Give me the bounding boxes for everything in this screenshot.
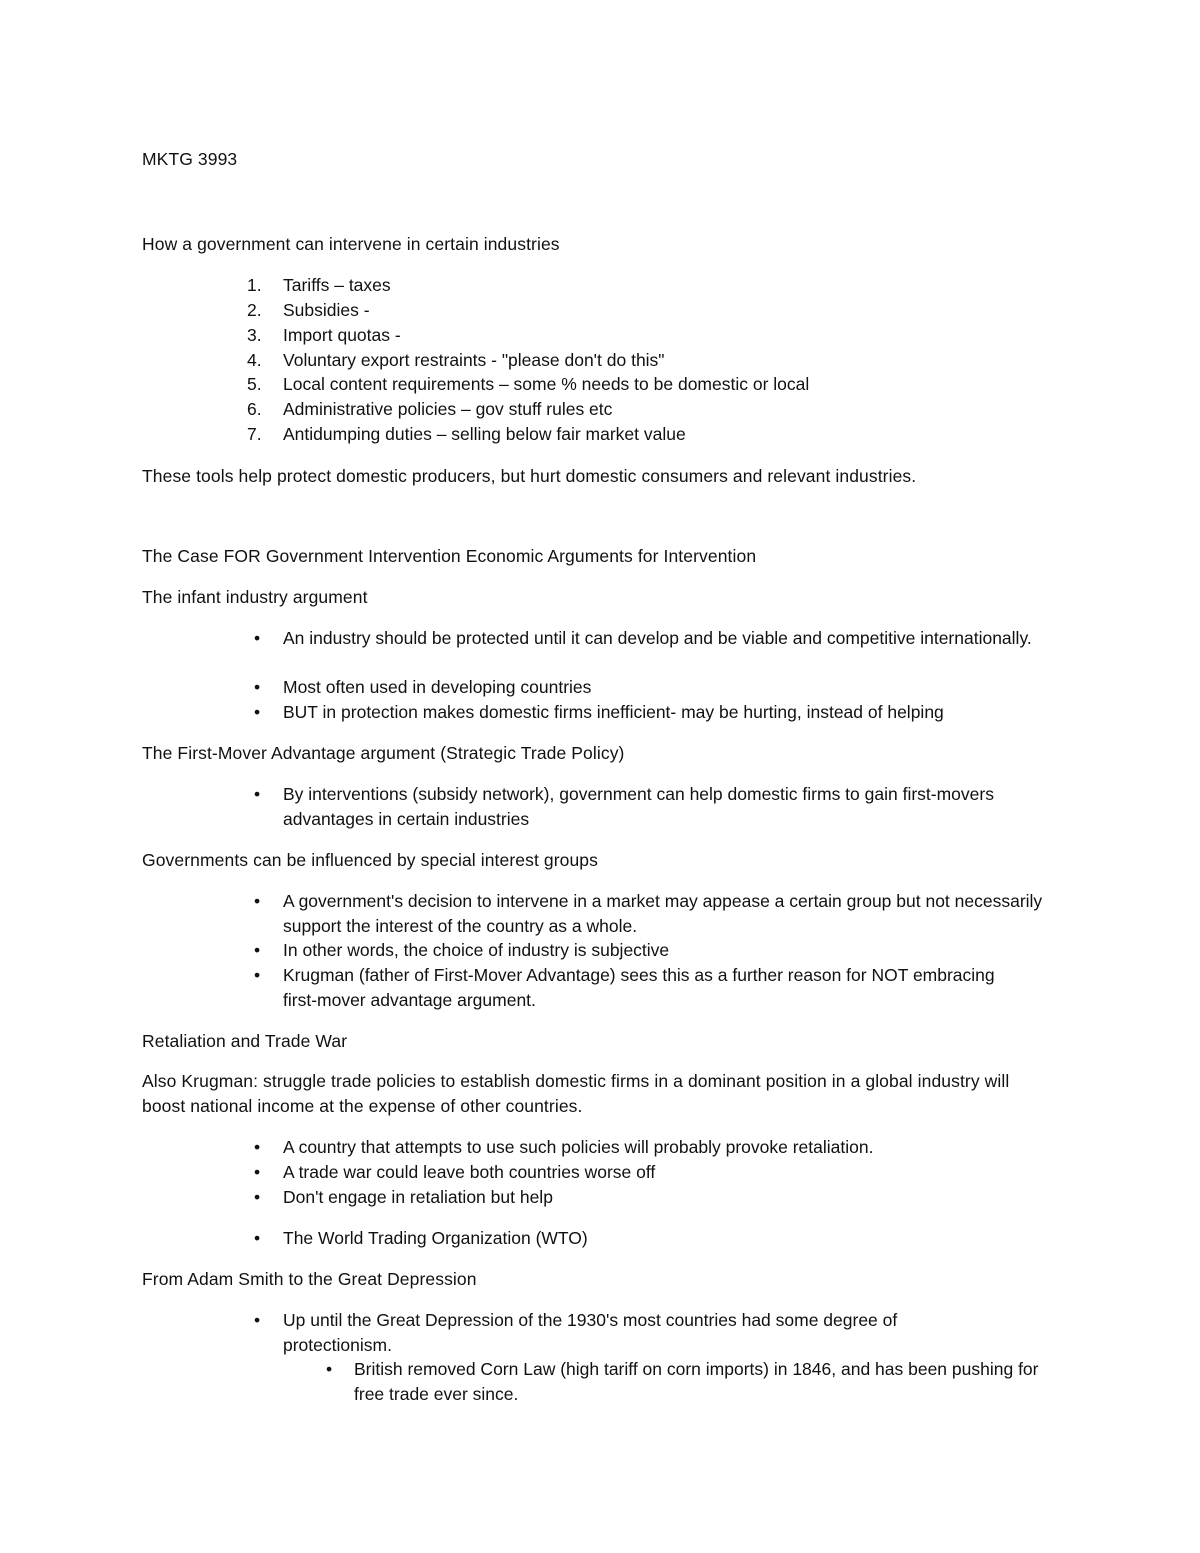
bullet-icon: • [254, 1310, 261, 1330]
list-item: Administrative policies – gov stuff rules etc [283, 399, 613, 419]
course-code: MKTG 3993 [142, 149, 238, 169]
list-item: A government's decision to intervene in a market may appease a certain group but not necessarily support the interest of the country as a whole. [283, 891, 1043, 936]
list-item: In other words, the choice of industry is subjective [283, 940, 670, 960]
list-item-number: 4. [247, 350, 262, 370]
bullet-icon: • [254, 940, 261, 960]
bullet-icon: • [254, 1187, 261, 1207]
bullet-icon: • [254, 677, 261, 697]
list-item-number: 3. [247, 325, 262, 345]
list-item: An industry should be protected until it can develop and be viable and competitive internationally. [283, 628, 1032, 648]
list-item: Tariffs – taxes [283, 275, 391, 295]
list-item: By interventions (subsidy network), government can help domestic firms to gain first-movers advantages in certain industries [283, 784, 994, 829]
list-item: Up until the Great Depression of the 1930's most countries had some degree of protectionism. [283, 1310, 898, 1355]
special-interest-heading: Governments can be influenced by special interest groups [142, 850, 598, 870]
list-item-number: 5. [247, 374, 262, 394]
bullet-icon: • [254, 891, 261, 911]
list-item: Antidumping duties – selling below fair market value [283, 424, 686, 444]
infant-industry-heading: The infant industry argument [142, 587, 368, 607]
tools-summary: These tools help protect domestic producers, but hurt domestic consumers and relevant industries. [142, 466, 917, 486]
sub-bullet-icon: • [326, 1359, 333, 1379]
list-item-number: 6. [247, 399, 262, 419]
list-item: BUT in protection makes domestic firms inefficient- may be hurting, instead of helping [283, 702, 944, 722]
bullet-icon: • [254, 702, 261, 722]
bullet-icon: • [254, 1228, 261, 1248]
list-item-number: 2. [247, 300, 262, 320]
list-item: A country that attempts to use such policies will probably provoke retaliation. [283, 1137, 874, 1157]
list-item-number: 7. [247, 424, 262, 444]
list-item: Import quotas - [283, 325, 401, 345]
list-item: Most often used in developing countries [283, 677, 592, 697]
bullet-icon: • [254, 628, 261, 648]
case-heading: The Case FOR Government Intervention Economic Arguments for Intervention [142, 546, 757, 566]
list-item: Subsidies - [283, 300, 370, 320]
intervention-heading: How a government can intervene in certain industries [142, 234, 560, 254]
retaliation-paragraph: Also Krugman: struggle trade policies to establish domestic firms in a dominant position in a global industry will boost national income at the expense of other countries. [142, 1071, 1010, 1116]
retaliation-heading: Retaliation and Trade War [142, 1031, 348, 1051]
sub-list-item: British removed Corn Law (high tariff on corn imports) in 1846, and has been pushing for free trade ever since. [354, 1359, 1039, 1404]
adam-smith-heading: From Adam Smith to the Great Depression [142, 1269, 477, 1289]
bullet-icon: • [254, 965, 261, 985]
bullet-icon: • [254, 1162, 261, 1182]
bullet-icon: • [254, 784, 261, 804]
bullet-icon: • [254, 1137, 261, 1157]
list-item: Voluntary export restraints - "please don't do this" [283, 350, 665, 370]
first-mover-heading: The First-Mover Advantage argument (Strategic Trade Policy) [142, 743, 625, 763]
list-item: Don't engage in retaliation but help [283, 1187, 553, 1207]
list-item: A trade war could leave both countries worse off [283, 1162, 656, 1182]
list-item: Krugman (father of First-Mover Advantage) sees this as a further reason for NOT embracing first-mover advantage argument. [283, 965, 995, 1010]
list-item-number: 1. [247, 275, 262, 295]
list-item: The World Trading Organization (WTO) [283, 1228, 588, 1248]
list-item: Local content requirements – some % needs to be domestic or local [283, 374, 810, 394]
